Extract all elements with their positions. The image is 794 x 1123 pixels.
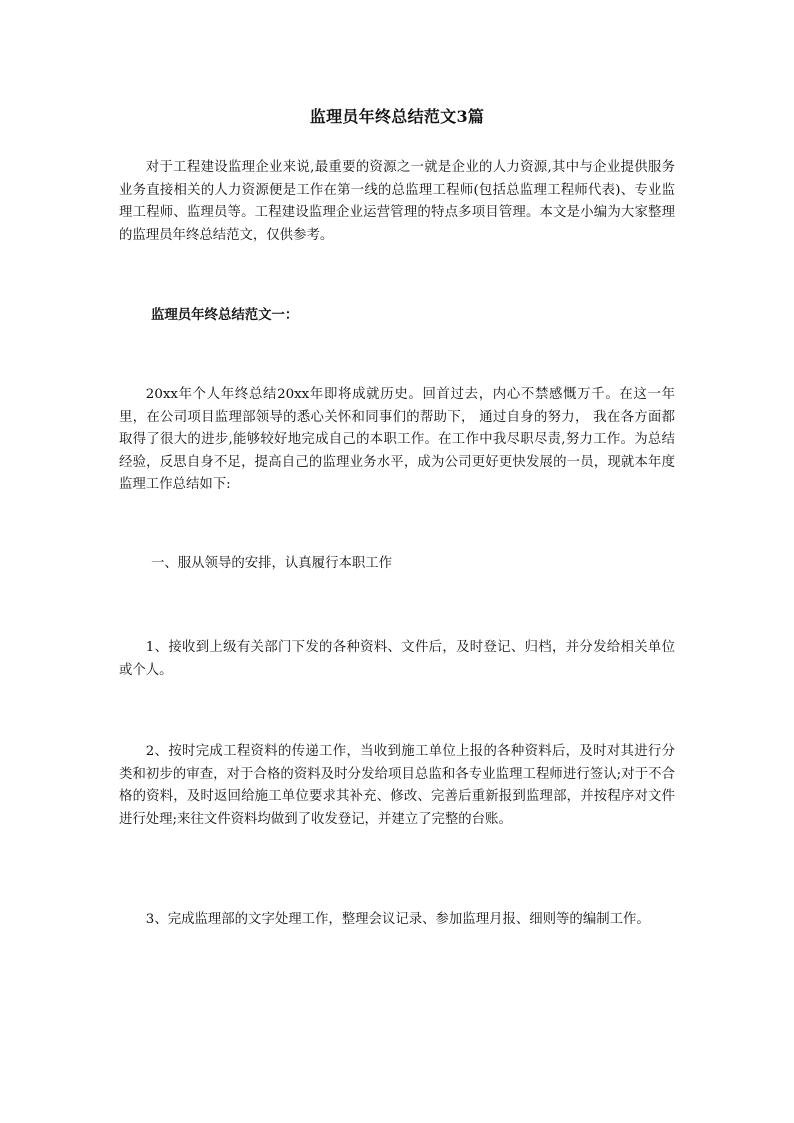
- list-item-2: 2、按时完成工程资料的传递工作，当收到施工单位上报的各种资料后，及时对其进行分类和初步的审查，对于合格的资料及时分发给项目总监和各专业监理工程师进行签认;对于不合格的资料，及时返回给施工单位要求其补充、修改、完善后重新报到监理部，并按程序对文件进行处理;来往文件资料均做到了收发登记，并建立了完整的台账。: [119, 744, 675, 827]
- section-1-paragraph: 20xx年个人年终总结20xx年即将成就历史。回首过去，内心不禁感慨万千。在这一年里，在公司项目监理部领导的悉心关怀和同事们的帮助下， 通过自身的努力， 我在各方面都取得了很大的进步,能够较好地完成自己的本职工作。在工作中我尽职尽责,努力工作。为总结经验，反思自身不足，提高自己的监理业务水平，成为公司更好更快发展的一员，现就本年度监理工作总结如下:: [119, 387, 675, 492]
- list-item-1: 1、接收到上级有关部门下发的各种资料、文件后，及时登记、归档，并分发给相关单位或个人。: [119, 640, 675, 678]
- subheading-1: 一、服从领导的安排，认真履行本职工作: [151, 556, 393, 571]
- list-item-3: 3、完成监理部的文字处理工作，整理会议记录、参加监理月报、细则等的编制工作。: [145, 912, 650, 927]
- document-title: 监理员年终总结范文3篇: [309, 107, 485, 126]
- intro-paragraph: 对于工程建设监理企业来说,最重要的资源之一就是企业的人力资源,其中与企业提供服务业务直接相关的人力资源便是工作在第一线的总监理工程师(包括总监理工程师代表)、专业监理工程师、监理员等。工程建设监理企业运营管理的特点多项目管理。本文是小编为大家整理的监理员年终总结范文，仅供参考。: [119, 160, 675, 243]
- section-heading-1: 监理员年终总结范文一：: [151, 307, 299, 323]
